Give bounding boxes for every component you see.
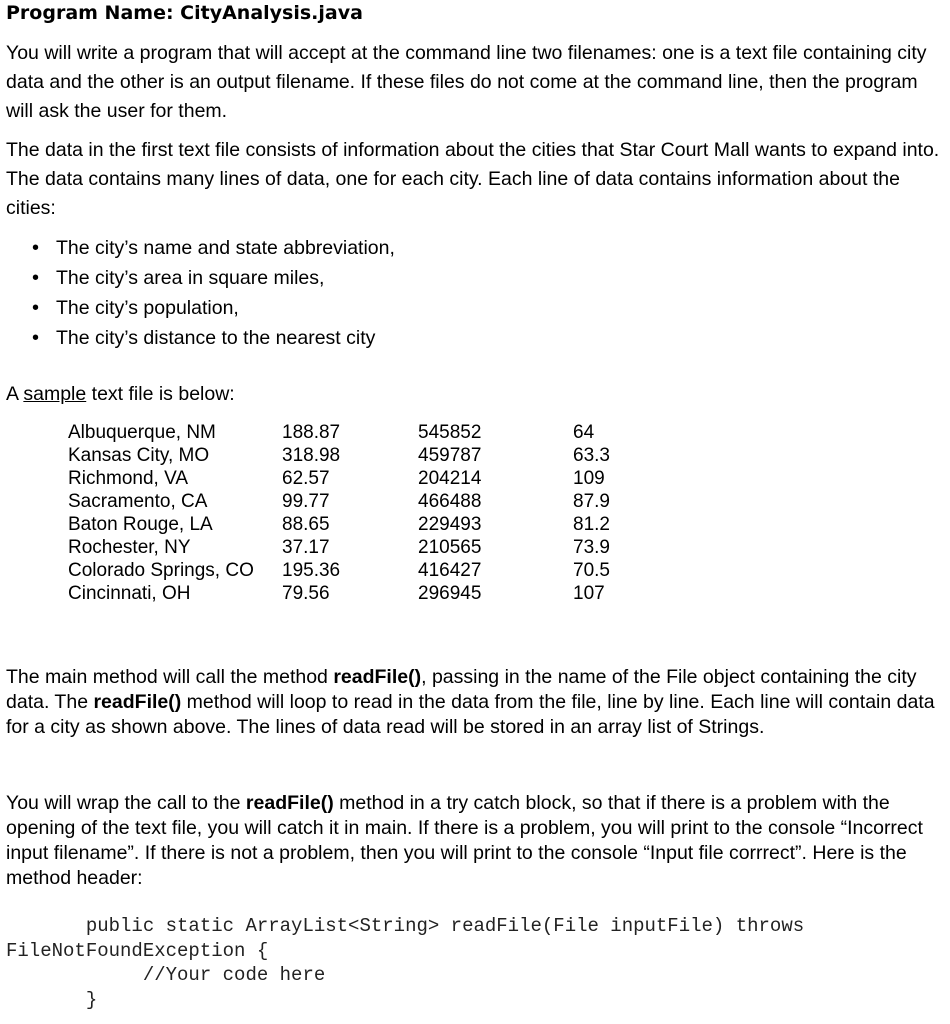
table-row: [68, 583, 633, 606]
area-cell: 88.65: [282, 514, 330, 535]
sample-underlined-word: sample: [23, 383, 87, 405]
area-cell: 37.17: [282, 537, 330, 558]
table-row: [68, 468, 633, 491]
list-item: • The city’s name and state abbreviation,: [56, 233, 395, 263]
city-name-cell: Baton Rouge, LA: [68, 514, 213, 535]
try-catch-paragraph: You will wrap the call to the readFile() method in a try catch block, so that if there is a problem with the opening of the text file, you will catch it in main. If there is a problem, you will print to the console “Incorrect input filename”. If there is not a problem, then you will print to the console “Input file corrrect”. Here is the method header:: [6, 792, 923, 889]
readfile-method-name: readFile(): [245, 792, 334, 814]
city-name-cell: Richmond, VA: [68, 468, 189, 489]
population-cell: 416427: [418, 560, 482, 581]
distance-cell: 107: [573, 583, 605, 604]
list-item: • The city’s population,: [56, 293, 395, 323]
area-cell: 79.56: [282, 583, 330, 604]
main-method-paragraph: The main method will call the method readFile(), passing in the name of the File object containing the city data. The readFile() method will loop to read in the data from the file, line by line. Each line will contain data for a city as shown above. The lines of data read will be stored in an array list of Strings.: [6, 666, 935, 738]
program-title: Program Name: CityAnalysis.java: [6, 2, 363, 24]
list-item: • The city’s distance to the nearest city: [56, 323, 395, 353]
population-cell: 229493: [418, 514, 482, 535]
table-row: [68, 537, 633, 560]
population-cell: 204214: [418, 468, 482, 489]
population-cell: 466488: [418, 491, 482, 512]
list-item: • The city’s area in square miles,: [56, 263, 395, 293]
table-row: [68, 445, 633, 468]
distance-cell: 109: [573, 468, 605, 489]
distance-cell: 64: [573, 422, 595, 443]
table-row: [68, 560, 633, 583]
sample-intro: A sample text file is below:: [6, 383, 235, 405]
sample-city-table: [68, 422, 633, 606]
table-row: [68, 514, 633, 537]
intro-paragraph: You will write a program that will accept at the command line two filenames: one is a text file containing city data and the other is an output filename. If these files do not come at the command line, then the program will ask the user for them.: [6, 42, 927, 122]
distance-cell: 73.9: [573, 537, 610, 558]
city-name-cell: Albuquerque, NM: [68, 422, 216, 443]
code-line: FileNotFoundException {: [6, 939, 269, 962]
data-description-paragraph: The data in the first text file consists of information about the cities that Star Court Mall wants to expand into. The data contains many lines of data, one for each city. Each line of data contains information about the cities:: [6, 139, 940, 219]
distance-cell: 81.2: [573, 514, 610, 535]
population-cell: 210565: [418, 537, 482, 558]
distance-cell: 63.3: [573, 445, 610, 466]
code-line: //Your code here: [6, 964, 326, 986]
city-name-cell: Sacramento, CA: [68, 491, 208, 512]
city-fields-list: [30, 233, 395, 353]
code-line: }: [6, 988, 98, 1011]
table-row: [68, 422, 633, 445]
table-row: [68, 491, 633, 514]
area-cell: 318.98: [282, 445, 341, 466]
city-name-cell: Colorado Springs, CO: [68, 560, 254, 581]
area-cell: 195.36: [282, 560, 341, 581]
distance-cell: 70.5: [573, 560, 610, 581]
distance-cell: 87.9: [573, 491, 610, 512]
city-name-cell: Rochester, NY: [68, 537, 191, 558]
readfile-method-name: readFile(): [93, 691, 182, 713]
code-line: public static ArrayList<String> readFile(File inputFile) throws: [6, 915, 805, 937]
area-cell: 62.57: [282, 468, 330, 489]
area-cell: 99.77: [282, 491, 330, 512]
readfile-method-name: readFile(): [333, 666, 422, 688]
population-cell: 459787: [418, 445, 482, 466]
city-name-cell: Cincinnati, OH: [68, 583, 191, 604]
population-cell: 296945: [418, 583, 482, 604]
method-header-code: [6, 914, 804, 1012]
city-name-cell: Kansas City, MO: [68, 445, 210, 466]
population-cell: 545852: [418, 422, 482, 443]
area-cell: 188.87: [282, 422, 341, 443]
